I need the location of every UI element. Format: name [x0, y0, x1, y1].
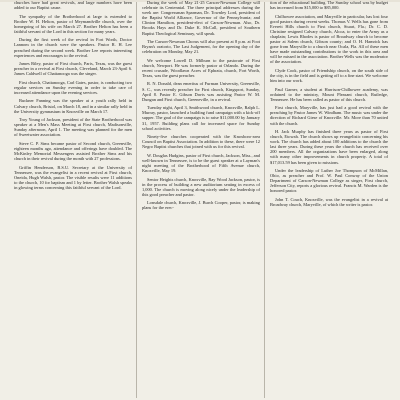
news-item: H. Jack Murphy has finished three years as pastor of First church, Etowah. The church shows up evangelistic concerning his work. The church has added about 100 additions to the church the last three years. During these years the church has received over 200 members. All the organizations have been enlarged, along with many other improvements in church property. A total of $17,013.59 has been given to missions. — [270, 129, 388, 165]
news-item: The Carson-Newman Chorus will also present at 8 p.m. at Foot Bryan's oratorio, The Last Judgement, for the opening day of the celebration on Monday, May 21. — [142, 39, 260, 55]
news-item: During the first week of the revival in Fort Worth, Doctor Lannom in the church were the speakers. Pastor R. H. Lee preached during the second week. Brother Lee reports interesting experiences and encourages to the revival. — [14, 37, 132, 58]
column-rule — [264, 2, 265, 398]
news-item: Clyde Cook, pastor of Friendship church, on the south side of the city, is in the field and is getting off to a fine start. We welcome him into our work. — [270, 67, 388, 84]
news-item: Buckner Fanning was the speaker at a youth rally held in Calvary church, Bristol, on March 18, and in a similar rally held in the University gymnasium in Knoxville on March 17. — [14, 98, 132, 114]
news-item: Tuesday night, April 3, Smithwood church, Knoxville, Ralph L. Murray, pastor, launched a building fund campaign with a kick-off supper. The goal of the campaign is to raise $11,000.00 by January 31, 1957. Building plans call for increased space for Sunday school activities. — [142, 105, 260, 131]
news-item: First church, Maryville, has just had a good revival with the preaching by Pastor James W. Windham. The music was under the direction of Richard Giese of Knoxville. Mr. More than 70 united with the church. — [270, 105, 388, 126]
news-item: Troy Young of Jackson, president of the State Brotherhood was speaker at a Men's Mass Meeting at First church, Madisonville, Sunday afternoon, April 1. The meeting was planned for the men of Sweetwater association. — [14, 117, 132, 138]
column-rule — [136, 2, 137, 398]
news-item: John T. Couch, Knoxville, was the evangelist in a revival at Broadway church, Maryville, of which the writer is pastor. — [270, 196, 388, 208]
news-item: R. N. Donald, dean emeritus of Furman University, Greenville, S. C., was recently preacher for First church, Kingsport, Sunday, April 8. Pastor E. Gibson Davis was assisting Pastor W. M. Dungan and First church, Greeneville, in a revival. — [142, 81, 260, 102]
news-item: Griffin Henderson, B.S.U. Secretary at the University of Tennessee, was the evangelist in a recent revival at First church, Oneida, Hugh Walsh, pastor. The visible results were 11 additions to the church, 10 for baptism and 1 by letter. Brother Walsh speaks in glowing terms concerning this faithful servant of the Lord. — [14, 164, 132, 191]
news-item: Paul Garner, a student at Harrison-Chilhowee academy, was ordained to the ministry, Mount Pleasant church, Rutledge, Tennessee. He has been called as pastor of this church. — [270, 86, 388, 102]
news-column-1 — [14, 0, 132, 194]
news-item: tion of the educational building. The Sunday school was by budget has increased from $15,000 to $85,000. — [270, 0, 388, 11]
news-item: Senior Heights church, Knoxville, Ray Wood Jackson, pastor, is in the process of building a new auditorium seating in excess of 1,000. The church is moving along nicely under the leadership of this good preacher and pastor. — [142, 176, 260, 197]
news-item: Under the leadership of Luther Joe Thompson of McMillan, Ohio, as preacher and Prof. W. Paul Conway of the Union Department of Carson-Newman College as singer, First church, Jefferson City, reports a glorious revival. Francis M. Warden is the honored pastor. — [270, 168, 388, 194]
news-item: W. Douglas Hudgins, pastor of First church, Jackson, Miss., and well-known in Tennessee, is to be the guest speaker at a Layman's night meeting of the Brotherhood of Fifth Avenue church, Knoxville, May 19. — [142, 152, 260, 174]
news-item: We welcome Lowell D. Milburn to the pastorate of First church, Newport. He was formerly pastor at Orlando. During the recent crusade, Woodlawn Acres of Ephrata, church, Fort Worth, Texas, was the guest preacher. — [142, 57, 260, 78]
news-item: James Riley, pastor of First church, Paris, Texas, was the guest preacher in a revival at First church, Cleveland, March 23-April 6. James Caldwell of Chattanooga was the singer. — [14, 61, 132, 77]
news-item: First church, Chattanooga, Carl Gates, pastor, is conducting two regular services on Sunday evening in order to take care of increased attendance upon the evening services. — [14, 79, 132, 95]
news-item: Steve C. P. Sims became pastor of Second church, Greenville, eighteen months ago, attendance and offerings have doubled. The McKinley Memorial Messengers assisted Brother Sims and his church in their revival during the month with 27 professions. — [14, 140, 132, 162]
news-column-2 — [142, 0, 260, 214]
news-item: Ninety-five churches cooperated with the Knoxboro-area Council on Baptist Association. In addition to these, there were 12 Negro Baptist churches that joined with us for this revival. — [142, 134, 260, 150]
news-item: During the week of May 21-25 Carson-Newman College will celebrate its Centennial. The three principal addresses during the week are: Congressman Sparman, Dr. Townley Lord, president of the Baptist World Alliance, Governor of the Pennsylvania; and Clinton Hamilton, president-elect of Carson-Newman. Also, Dr. Brooks Hays and Dr. Duke K. McCall, president of Southern Baptist Theological Seminary, will speak. — [142, 0, 260, 36]
news-item: The sympathy of the Brotherhood at large is extended to Brother W. H. Helton, pastor of Meymandville church, over the homegoing of his wife on March 27. Brother Helton has been a faithful servant of the Lord in this section for many years. — [14, 13, 132, 34]
news-column-3 — [270, 0, 388, 211]
news-item: Chilhowee association, and Maryville in particular, has lost four good pastors during recent weeks. Thomas V. Wells has gone from Everett Hills church to First church, Stuart, Fla.; Dr. C. D. Christine resigned Calvary church, Alcoa, to enter the Army as a chaplain; Lewis Rhodes is pastor of Broadway church to become pastor at Salem church, Gibson county; and O. H. Hamrick has gone from Maryville to a church near Ocala, Fla. All of these men have made outstanding contributions to the work in this area and will be missed in the association. Brother Wells was the moderator of the association. — [270, 13, 388, 65]
news-item: Lonsdale church, Knoxville, J. Burch Cooper, pastor, is making plans for the erec- — [142, 200, 260, 211]
news-item: churches have had great revivals, and large numbers have been added to our Baptist cause. — [14, 0, 132, 11]
